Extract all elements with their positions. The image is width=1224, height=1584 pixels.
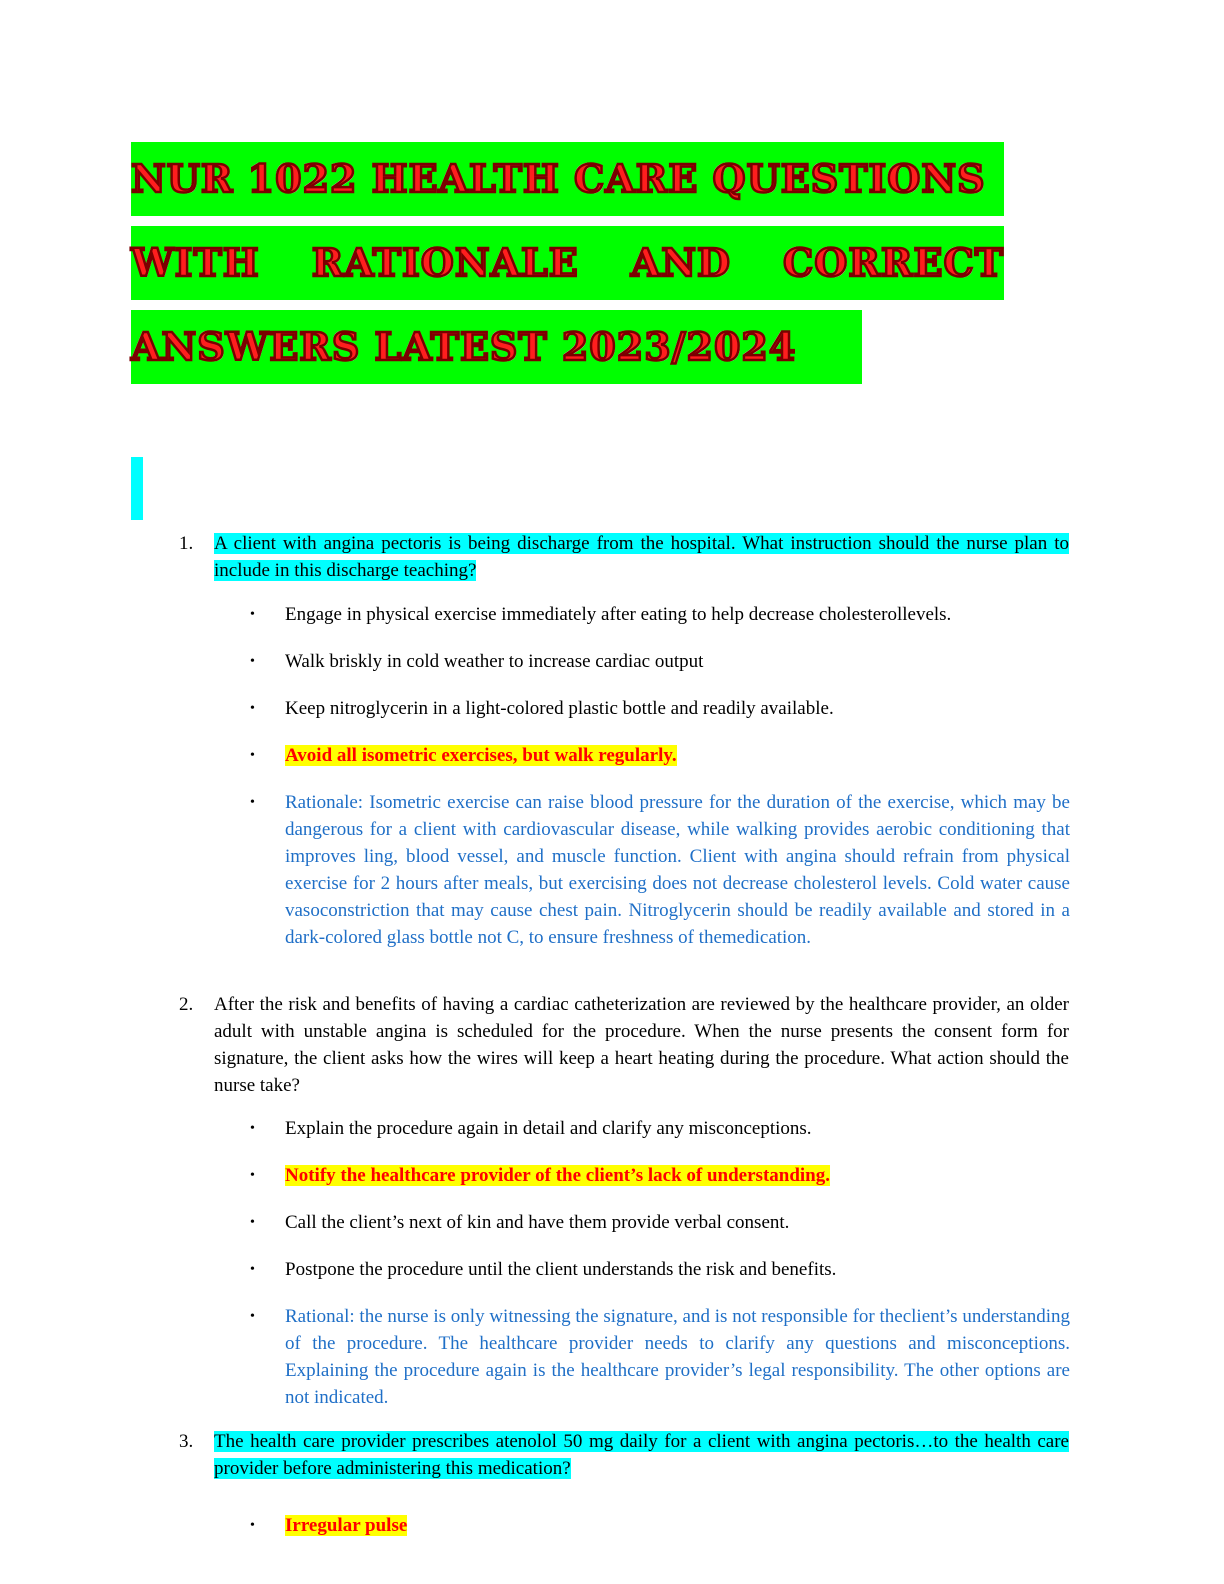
title-word: CORRECT xyxy=(783,240,1004,285)
bullet-icon: • xyxy=(250,1309,255,1324)
option-item xyxy=(250,601,1070,628)
options-list-3 xyxy=(250,1512,1070,1539)
option-text: Keep nitroglycerin in a light-colored plastic bottle and readily available. xyxy=(285,698,834,719)
title-word: WITH xyxy=(131,240,260,285)
option-text: Call the client’s next of kin and have them provide verbal consent. xyxy=(285,1212,790,1233)
bullet-icon: • xyxy=(250,607,255,622)
option-item xyxy=(250,648,1070,675)
options-list-2 xyxy=(250,1115,1070,1411)
bullet-icon: • xyxy=(250,795,255,810)
option-text: Postpone the procedure until the client understands the risk and benefits. xyxy=(285,1259,837,1280)
bullet-icon: • xyxy=(250,1518,255,1533)
option-item xyxy=(250,695,1070,722)
rationale-text: Rational: the nurse is only witnessing the signature, and is not responsible for theclient’s understanding of the procedure. The healthcare provider needs to clarify any questions and misconceptions. Explaining the procedure again is the healthcare provider’s legal responsibility. The other options are not indicated. xyxy=(285,1306,1070,1408)
option-text: Walk briskly in cold weather to increase cardiac output xyxy=(285,651,704,672)
title-word: AND xyxy=(630,240,731,285)
bullet-icon: • xyxy=(250,701,255,716)
option-item-correct xyxy=(250,1512,1070,1539)
option-item-correct xyxy=(250,1162,1070,1189)
question-stem: The health care provider prescribes atenolol 50 mg daily for a client with angina pectoris…to the health care provider before administering this medication? xyxy=(214,1431,1069,1479)
document-title xyxy=(131,142,1011,394)
question-number: 1. xyxy=(179,533,194,554)
bullet-icon: • xyxy=(250,1168,255,1183)
question-number: 2. xyxy=(179,994,194,1015)
correct-answer: Notify the healthcare provider of the client’s lack of understanding. xyxy=(285,1165,830,1186)
option-item-correct xyxy=(250,742,1070,769)
title-line-2 xyxy=(131,226,1004,300)
option-text: Engage in physical exercise immediately after eating to help decrease cholesterollevels. xyxy=(285,604,952,625)
bullet-icon: • xyxy=(250,1215,255,1230)
bullet-icon: • xyxy=(250,748,255,763)
title-word: RATIONALE xyxy=(311,240,579,285)
rationale-text: Rationale: Isometric exercise can raise blood pressure for the duration of the exercise, which may be dangerous for a client with cardiovascular disease, while walking provides aerobic conditioning that improves ling, blood vessel, and muscle function. Client with angina should refrain from physical exercise for 2 hours after meals, but exercising does not decrease cholesterol levels. Cold water cause vasoconstriction that may cause chest pain. Nitroglycerin should be readily available and stored in a dark-colored glass bottle not C, to ensure freshness of themedication. xyxy=(285,792,1070,948)
correct-answer: Irregular pulse xyxy=(285,1515,408,1536)
title-line-3: ANSWERS LATEST 2023/2024 xyxy=(131,310,862,384)
rationale-item xyxy=(250,1303,1070,1411)
correct-answer: Avoid all isometric exercises, but walk regularly. xyxy=(285,745,677,766)
option-item xyxy=(250,1209,1070,1236)
options-list-1 xyxy=(250,601,1070,951)
option-text: Explain the procedure again in detail and clarify any misconceptions. xyxy=(285,1118,812,1139)
option-item xyxy=(250,1115,1070,1142)
question-1 xyxy=(179,530,1069,584)
option-item xyxy=(250,1256,1070,1283)
question-stem: A client with angina pectoris is being discharge from the hospital. What instruction should the nurse plan to include in this discharge teaching? xyxy=(214,533,1069,581)
bullet-icon: • xyxy=(250,654,255,669)
text-cursor-highlight xyxy=(131,457,143,520)
bullet-icon: • xyxy=(250,1262,255,1277)
question-2 xyxy=(179,991,1069,1099)
rationale-item xyxy=(250,789,1070,951)
question-3 xyxy=(179,1428,1069,1482)
question-stem: After the risk and benefits of having a cardiac catheterization are reviewed by the healthcare provider, an older adult with unstable angina is scheduled for the procedure. When the nurse presents the consent form for signature, the client asks how the wires will keep a heart heating during the procedure. What action should the nurse take? xyxy=(214,994,1069,1096)
question-number: 3. xyxy=(179,1431,194,1452)
bullet-icon: • xyxy=(250,1121,255,1136)
title-line-1: NUR 1022 HEALTH CARE QUESTIONS xyxy=(131,142,1004,216)
